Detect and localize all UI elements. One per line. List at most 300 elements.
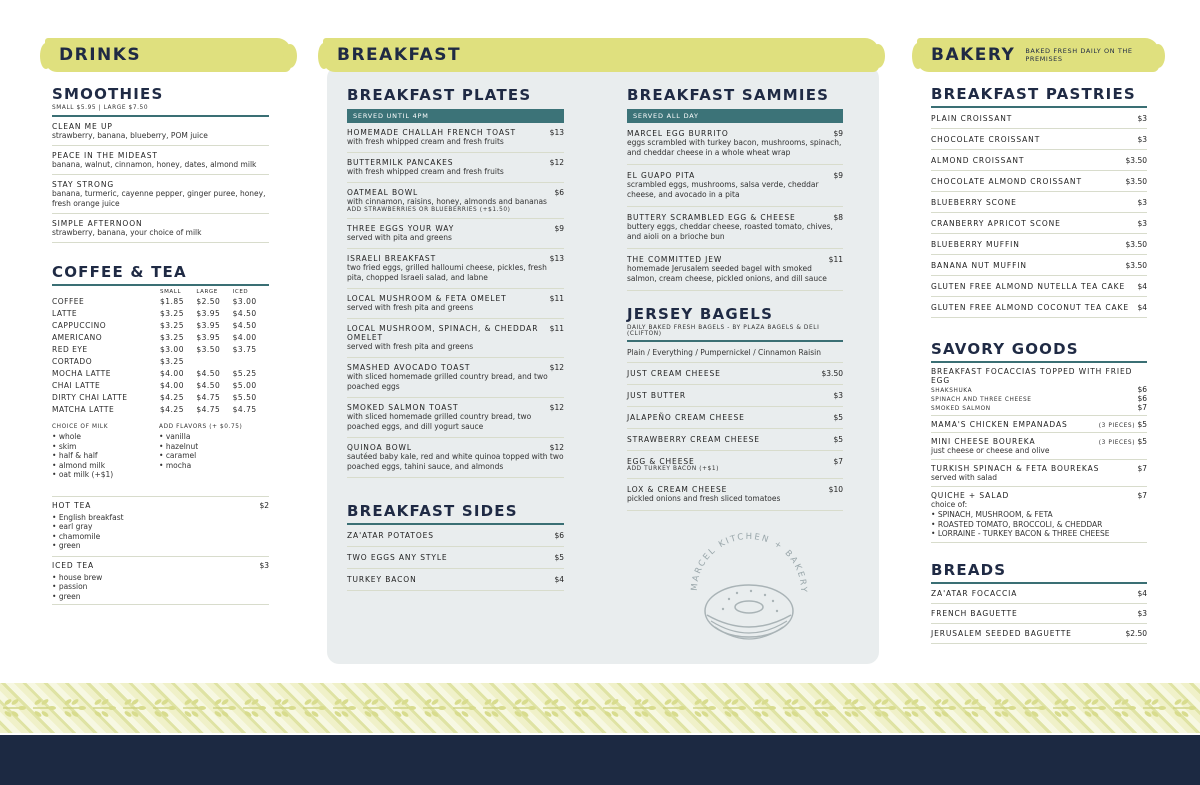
pastry-item (931, 213, 1147, 234)
flavor-list (159, 432, 242, 470)
leaf-icon (480, 683, 506, 733)
smoothie-item (52, 175, 269, 214)
coffee-small-price: $1.85 (160, 296, 184, 306)
quiche-option: • LORRAINE - TURKEY BACON & THREE CHEESE (931, 529, 1147, 539)
coffee-name: LATTE (52, 308, 78, 318)
pastry-item-name: ALMOND CROISSANT (931, 155, 1025, 165)
hot-tea-option: • green (52, 541, 269, 551)
plate-item-name: OATMEAL BOWL (347, 188, 419, 197)
milk-title: CHOICE OF MILK (52, 424, 109, 430)
pastries-list (931, 108, 1147, 318)
boureka-name: MINI CHEESE BOUREKA (931, 437, 1036, 446)
bread-item-name: FRENCH BAGUETTE (931, 608, 1018, 618)
plate-item-name: LOCAL MUSHROOM, SPINACH, & CHEDDAR OMELET (347, 324, 539, 342)
hot-tea-options (52, 513, 269, 551)
bagels-section (627, 305, 843, 511)
boureka-item (931, 433, 1147, 460)
side-item-name: ZA'ATAR POTATOES (347, 531, 434, 540)
breakfast-sammies-column (627, 86, 843, 594)
plate-item-desc: with fresh whipped cream and fresh fruits (347, 137, 504, 146)
milk-option: • half & half (52, 451, 159, 461)
pastry-item (931, 108, 1147, 129)
plate-item-desc: served with fresh pita and greens (347, 342, 474, 351)
bakery-header (917, 38, 1159, 72)
bagel-item-price: $10 (828, 485, 843, 494)
bagels-list (627, 363, 843, 511)
leaf-icon (510, 683, 536, 733)
boureka-desc: just cheese or cheese and olive (931, 446, 1050, 455)
quiche-option: • SPINACH, MUSHROOM, & FETA (931, 510, 1147, 520)
pastry-item-name: PLAIN CROISSANT (931, 113, 1013, 123)
empanadas-name: MAMA'S CHICKEN EMPANADAS (931, 420, 1068, 429)
plate-item (347, 153, 564, 183)
coffee-row (52, 391, 269, 403)
sammies-list (627, 123, 843, 291)
plate-item (347, 319, 564, 358)
plate-item-desc: with fresh whipped cream and fresh fruits (347, 167, 504, 176)
coffee-iced-price: $5.00 (232, 380, 257, 390)
coffee-row (52, 319, 269, 331)
plate-item-desc: sautéed baby kale, red and white quinoa topped with two poached eggs, tahini sauce, and almonds (347, 452, 564, 471)
focaccia-item (931, 363, 1147, 416)
hot-tea-option: • English breakfast (52, 513, 269, 523)
quiche-option: • ROASTED TOMATO, BROCCOLI, & CHEDDAR (931, 520, 1147, 530)
sammie-item-price: $9 (833, 129, 843, 138)
flavor-options (159, 424, 242, 480)
empanadas-price: $5 (1137, 420, 1147, 429)
bread-item-name: JERUSALEM SEEDED BAGUETTE (931, 628, 1072, 638)
drinks-title: DRINKS (59, 45, 142, 65)
sammie-item-price: $11 (828, 255, 843, 264)
coffee-large-price: $3.95 (196, 308, 221, 318)
milk-flavor-options (52, 424, 269, 480)
leaf-icon (960, 683, 986, 733)
bread-item-name: ZA'ATAR FOCACCIA (931, 588, 1018, 598)
bagel-item-desc: pickled onions and fresh sliced tomatoes (627, 494, 781, 503)
milk-option: • almond milk (52, 461, 159, 471)
leaf-icon (750, 683, 776, 733)
bread-item (931, 604, 1147, 624)
coffee-row (52, 307, 269, 319)
coffee-name: CHAI LATTE (52, 380, 101, 390)
hot-tea-price: $2 (259, 500, 269, 510)
milk-options (52, 424, 159, 480)
leaf-icon (300, 683, 326, 733)
milk-option: • skim (52, 442, 159, 452)
hot-tea-option: • earl gray (52, 522, 269, 532)
turkish-desc: served with salad (931, 473, 998, 482)
plate-item (347, 219, 564, 249)
coffee-row (52, 367, 269, 379)
sammie-item-desc: scrambled eggs, mushrooms, salsa verde, cheddar cheese, and avocado in a pita (627, 180, 819, 199)
plate-item-name: THREE EGGS YOUR WAY (347, 224, 455, 233)
coffee-small-price: $3.00 (160, 344, 184, 354)
bakery-subtitle: BAKED FRESH DAILY ON THE PREMISES (1025, 47, 1133, 63)
coffee-large-price: $4.75 (196, 392, 221, 402)
bagel-item-name: EGG & CHEESE (627, 457, 695, 466)
leaf-icon (210, 683, 236, 733)
side-item-name: TURKEY BACON (347, 575, 417, 584)
leaf-icon (1050, 683, 1076, 733)
flavor-option: • hazelnut (159, 442, 242, 452)
bagel-item-price: $5 (833, 413, 843, 422)
coffee-name: MATCHA LATTE (52, 404, 115, 414)
pastry-item (931, 192, 1147, 213)
pastry-item-name: GLUTEN FREE ALMOND NUTELLA TEA CAKE (931, 281, 1126, 291)
leaf-icon (0, 683, 26, 733)
coffee-iced-price: $4.00 (232, 332, 257, 342)
focaccia-option-name: SHAKSHUKA (931, 388, 973, 394)
coffee-small-price: $4.25 (160, 404, 184, 414)
focaccia-option (931, 385, 1147, 394)
side-item-price: $5 (554, 553, 564, 562)
pastry-item-price: $3.50 (1125, 239, 1147, 249)
sammie-item-price: $8 (833, 213, 843, 222)
sammie-item-desc: buttery eggs, cheddar cheese, roasted tomato, chives, and aioli on a brioche bun (627, 222, 833, 241)
coffee-row (52, 295, 269, 307)
coffee-large-price: $3.95 (196, 332, 221, 342)
plate-item (347, 398, 564, 438)
sammie-item-name: MARCEL EGG BURRITO (627, 129, 729, 138)
bagel-item (627, 429, 843, 451)
bakery-logo (667, 511, 827, 661)
pastries-title: BREAKFAST PASTRIES (931, 85, 1136, 103)
sides-title: BREAKFAST SIDES (347, 502, 518, 520)
sammie-item (627, 249, 843, 291)
coffee-iced-price (233, 355, 269, 367)
focaccia-options (931, 385, 1147, 412)
coffee-rule (52, 284, 269, 286)
leaf-icon (330, 683, 356, 733)
hot-tea-option: • chamomile (52, 532, 269, 542)
sammie-item-desc: eggs scrambled with turkey bacon, mushrooms, spinach, and cheddar cheese in a whole wheat wrap (627, 138, 842, 157)
smoothie-name: STAY STRONG (52, 180, 115, 189)
pastry-item-price: $3 (1137, 134, 1147, 144)
leaf-icon (990, 683, 1016, 733)
breakfast-title: BREAKFAST (337, 45, 462, 65)
savory-section (917, 340, 1147, 543)
drinks-column (47, 38, 269, 605)
plate-item-price: $13 (549, 254, 564, 263)
bagel-item-name: STRAWBERRY CREAM CHEESE (627, 435, 760, 444)
turkish-price: $7 (1137, 464, 1147, 473)
breads-title: BREADS (931, 560, 1007, 579)
leaf-icon (1140, 683, 1166, 733)
plate-item (347, 438, 564, 478)
plate-item (347, 123, 564, 153)
milk-option: • oat milk (+$1) (52, 470, 159, 480)
focaccia-option (931, 394, 1147, 403)
breakfast-header-wrap (323, 38, 879, 72)
sides-list (347, 525, 564, 591)
pastry-item (931, 234, 1147, 255)
coffee-name: CORTADO (52, 356, 93, 366)
col-large: LARGE (196, 289, 218, 295)
pastry-item-name: GLUTEN FREE ALMOND COCONUT TEA CAKE (931, 302, 1129, 312)
iced-tea-name: ICED TEA (52, 560, 94, 570)
leaf-icon (930, 683, 956, 733)
coffee-large-price: $4.50 (196, 380, 221, 390)
flavor-option: • vanilla (159, 432, 242, 442)
iced-tea-option: • house brew (52, 573, 269, 583)
bagel-logo-icon (667, 511, 827, 661)
plate-item-price: $12 (549, 403, 564, 412)
pastry-item (931, 171, 1147, 192)
coffee-row (52, 343, 269, 355)
leaf-icon (840, 683, 866, 733)
leaf-icon (780, 683, 806, 733)
pastry-item-name: BLUEBERRY SCONE (931, 197, 1017, 207)
side-item (347, 525, 564, 547)
focaccia-name: BREAKFAST FOCACCIAS TOPPED WITH FRIED EGG (931, 367, 1133, 385)
pastry-item (931, 255, 1147, 276)
bread-item (931, 584, 1147, 604)
plate-item-name: LOCAL MUSHROOM & FETA OMELET (347, 294, 507, 303)
leaf-icon (570, 683, 596, 733)
coffee-iced-price: $5.50 (232, 392, 257, 402)
bagels-types: Plain / Everything / Pumpernickel / Cinnamon Raisin (627, 342, 843, 363)
focaccia-option-price: $6 (1137, 385, 1147, 394)
plate-item-price: $12 (549, 158, 564, 167)
bagel-item (627, 407, 843, 429)
plate-item-desc: served with fresh pita and greens (347, 303, 474, 312)
coffee-small-price: $3.25 (160, 332, 184, 342)
bagel-item (627, 363, 843, 385)
empanadas-item (931, 416, 1147, 433)
plate-item-desc: with cinnamon, raisins, honey, almonds and bananas (347, 197, 547, 206)
sammies-title: BREAKFAST SAMMIES (627, 86, 830, 104)
bakery-title: BAKERY (931, 45, 1016, 65)
pastry-item-price: $3.50 (1125, 176, 1147, 186)
coffee-iced-price: $5.25 (232, 368, 257, 378)
sammie-item-desc: homemade Jerusalem seeded bagel with smoked salmon, cream cheese, pickled onions, and dill sauce (627, 264, 827, 283)
milk-list (52, 432, 159, 480)
quiche-item (931, 487, 1147, 543)
smoothie-desc: banana, walnut, cinnamon, honey, dates, almond milk (52, 160, 257, 169)
focaccia-option (931, 403, 1147, 412)
sammie-item-name: THE COMMITTED JEW (627, 255, 723, 264)
plate-item-name: QUINOA BOWL (347, 443, 412, 452)
leaf-icon (1080, 683, 1106, 733)
bagel-item-price: $7 (833, 457, 843, 466)
leaf-icon (120, 683, 146, 733)
leaf-icon (690, 683, 716, 733)
coffee-large-price (196, 355, 232, 367)
quiche-options (931, 510, 1147, 539)
plate-item-name: SMOKED SALMON TOAST (347, 403, 459, 412)
coffee-large-price: $2.50 (196, 296, 221, 306)
sammie-item (627, 207, 843, 249)
pastry-item (931, 129, 1147, 150)
coffee-large-price: $3.50 (196, 344, 221, 354)
bagel-item-price: $3 (833, 391, 843, 400)
pastry-item-price: $3.50 (1125, 155, 1147, 165)
leaf-icon (600, 683, 626, 733)
pastries-section (917, 85, 1147, 318)
smoothie-name: CLEAN ME UP (52, 122, 113, 131)
milk-option: • whole (52, 432, 159, 442)
plate-item-name: HOMEMADE CHALLAH FRENCH TOAST (347, 128, 517, 137)
bagel-item-name: JUST BUTTER (627, 391, 686, 400)
smoothie-item (52, 146, 269, 175)
flavors-title: ADD FLAVORS (+ $0.75) (159, 424, 243, 430)
bagel-item (627, 385, 843, 407)
plate-item-price: $13 (549, 128, 564, 137)
breakfast-plates-column (347, 86, 564, 591)
footer-bar (0, 735, 1200, 785)
plate-item-price: $11 (549, 324, 564, 333)
iced-tea-options (52, 573, 269, 602)
leaf-icon (390, 683, 416, 733)
smoothies-sizes: SMALL $5.95 | LARGE $7.50 (52, 105, 149, 111)
coffee-small-price: $3.25 (160, 356, 184, 366)
plate-item-price: $11 (549, 294, 564, 303)
leaf-icon (1110, 683, 1136, 733)
leaf-icon (270, 683, 296, 733)
iced-tea-price: $3 (259, 560, 269, 570)
coffee-iced-price: $3.75 (232, 344, 257, 354)
coffee-row (52, 355, 269, 367)
bagel-item (627, 479, 843, 511)
coffee-iced-price: $4.75 (232, 404, 257, 414)
bagel-item-name: JUST CREAM CHEESE (627, 369, 721, 378)
coffee-large-price: $4.75 (196, 404, 221, 414)
quiche-price: $7 (1137, 491, 1147, 500)
breads-list (931, 584, 1147, 644)
side-item-price: $4 (554, 575, 564, 584)
pastry-item-price: $4 (1137, 302, 1147, 312)
pastry-item (931, 276, 1147, 297)
plate-item-desc: served with pita and greens (347, 233, 452, 242)
plate-item-desc: two fried eggs, grilled halloumi cheese, pickles, fresh pita, chopped Israeli salad, and labne (347, 263, 547, 282)
plate-item-name: ISRAELI BREAKFAST (347, 254, 437, 263)
leaf-icon (450, 683, 476, 733)
leaf-icon (360, 683, 386, 733)
pastry-item (931, 150, 1147, 171)
quiche-choice: choice of: (931, 500, 968, 509)
smoothie-desc: strawberry, banana, your choice of milk (52, 228, 202, 237)
focaccia-option-price: $6 (1137, 394, 1147, 403)
leaf-icon (60, 683, 86, 733)
leaf-icon (870, 683, 896, 733)
col-iced: ICED (232, 289, 249, 295)
coffee-title: COFFEE & TEA (52, 263, 187, 281)
turkish-item (931, 460, 1147, 487)
leaf-icon (420, 683, 446, 733)
plate-item (347, 249, 564, 289)
coffee-table (52, 289, 269, 415)
sammie-item (627, 123, 843, 165)
leaf-icon (30, 683, 56, 733)
bagel-item-name: LOX & CREAM CHEESE (627, 485, 728, 494)
pastry-item (931, 297, 1147, 318)
focaccia-option-name: SMOKED SALMON (931, 406, 991, 412)
col-small: SMALL (160, 289, 182, 295)
bagels-title: JERSEY BAGELS (627, 305, 774, 323)
plate-item-desc: with sliced homemade grilled country bread, and two poached eggs (347, 372, 548, 391)
leaf-icon (240, 683, 266, 733)
coffee-large-price: $4.50 (196, 368, 221, 378)
coffee-name: RED EYE (52, 344, 88, 354)
plate-item (347, 289, 564, 319)
breads-section (917, 561, 1147, 644)
pastry-item-price: $3 (1137, 197, 1147, 207)
bagel-item-note: ADD TURKEY BACON (+$1) (627, 466, 719, 472)
plates-bar: SERVED UNTIL 4PM (347, 109, 564, 123)
leaf-icon (660, 683, 686, 733)
sammie-item-name: EL GUAPO PITA (627, 171, 696, 180)
coffee-large-price: $3.95 (196, 320, 221, 330)
plate-item-price: $12 (549, 363, 564, 372)
pastry-item-name: CHOCOLATE ALMOND CROISSANT (931, 176, 1082, 186)
smoothie-name: SIMPLE AFTERNOON (52, 219, 143, 228)
leaf-icon (630, 683, 656, 733)
flavor-option: • caramel (159, 451, 242, 461)
quiche-name: QUICHE + SALAD (931, 491, 1010, 500)
bagel-item-name: JALAPEÑO CREAM CHEESE (627, 413, 745, 422)
plate-item-note: ADD STRAWBERRIES OR BLUEBERRIES (+$1.50) (347, 207, 511, 213)
plate-item (347, 358, 564, 398)
side-item (347, 569, 564, 591)
smoothies-section (47, 85, 269, 243)
coffee-iced-price: $4.50 (232, 320, 257, 330)
hot-tea (52, 496, 269, 551)
focaccia-option-name: SPINACH AND THREE CHEESE (931, 397, 1032, 403)
leaf-icon (150, 683, 176, 733)
pastry-item-name: BANANA NUT MUFFIN (931, 260, 1027, 270)
leaf-pattern-band (0, 683, 1200, 733)
coffee-name: DIRTY CHAI LATTE (52, 392, 128, 402)
plate-item-name: SMASHED AVOCADO TOAST (347, 363, 471, 372)
flavor-option: • mocha (159, 461, 242, 471)
sammie-item-name: BUTTERY SCRAMBLED EGG & CHEESE (627, 213, 796, 222)
smoothie-item (52, 117, 269, 146)
leaf-icon (720, 683, 746, 733)
iced-tea-option: • passion (52, 582, 269, 592)
bagel-item (627, 451, 843, 479)
smoothies-title: SMOOTHIES (52, 85, 164, 103)
savory-title: SAVORY GOODS (931, 340, 1079, 358)
logo-text: MARCEL KITCHEN + BAKERY (689, 531, 809, 594)
coffee-iced-price: $4.50 (232, 308, 257, 318)
bread-item-price: $3 (1137, 608, 1147, 618)
coffee-name: COFFEE (52, 296, 85, 306)
drinks-header (45, 38, 291, 72)
plate-item-name: BUTTERMILK PANCAKES (347, 158, 454, 167)
leaf-icon (540, 683, 566, 733)
side-item-name: TWO EGGS ANY STYLE (347, 553, 448, 562)
hot-tea-name: HOT TEA (52, 500, 92, 510)
bagel-item-price: $3.50 (821, 369, 843, 378)
bread-item-price: $4 (1137, 588, 1147, 598)
empanadas-qty: (3 PIECES) (1098, 423, 1136, 429)
coffee-row (52, 379, 269, 391)
coffee-iced-price: $3.00 (232, 296, 257, 306)
breakfast-header (323, 38, 879, 72)
leaf-icon (810, 683, 836, 733)
coffee-small-price: $4.25 (160, 392, 184, 402)
coffee-name: AMERICANO (52, 332, 103, 342)
pastry-item-price: $4 (1137, 281, 1147, 291)
coffee-small-price: $4.00 (160, 380, 184, 390)
bread-item-price: $2.50 (1125, 628, 1147, 638)
iced-tea-option: • green (52, 592, 269, 602)
coffee-row (52, 403, 269, 415)
coffee-row (52, 331, 269, 343)
pastry-item-name: CRANBERRY APRICOT SCONE (931, 218, 1061, 228)
pastry-item-price: $3 (1137, 218, 1147, 228)
plate-item-price: $9 (554, 224, 564, 233)
